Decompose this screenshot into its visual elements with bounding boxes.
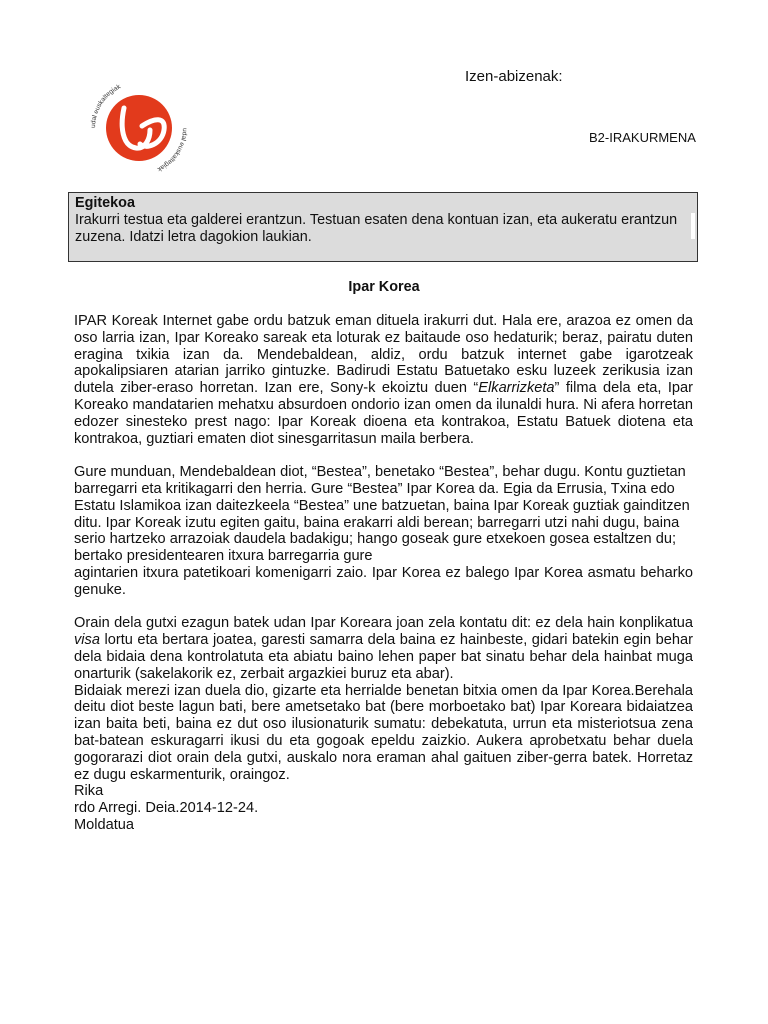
paragraph-2: Gure munduan, Mendebaldean diot, “Bestea”, benetako “Bestea”, behar dugu. Kontu guztietan barregarri eta kritikagarri den herria. Gure “Bestea” Ipar Korea da. Egia da Errusia, Txina edo Estatu Islamikoa izan daitezkeela “Bestea” une batzuetan, baina Ipar Koreak guztiak gainditzen ditu. Ipar Koreak izutu egiten gaitu, baina erakarri aldi berean; barregarri utzi nahi dugu, baina serio hartzeko arrazoiak daudela badakigu; hango goseak gure etxekoen gosea estaltzen du; bertako presidentearen itxura barregarria gure bbox=[74, 464, 690, 565]
task-text: Irakurri testua eta galderei erantzun. Testuan esaten dena kontuan izan, eta aukeratu erantzun zuzena. Idatzi letra dagokion laukian. bbox=[75, 212, 678, 245]
signature-source: rdo Arregi. Deia.2014-12-24. bbox=[74, 800, 259, 817]
task-box bbox=[68, 192, 698, 262]
task-title: Egitekoa bbox=[75, 195, 135, 211]
udal-euskaltegiak-logo bbox=[84, 78, 194, 178]
signature-author: Rika bbox=[74, 783, 104, 800]
paragraph-1: IPAR Koreak Internet gabe ordu batzuk eman dituela irakurri dut. Hala ere, arazoa ez omen da oso larria izan, Ipar Koreako sareak eta loturak ez baitaude oso hedaturik; beraz, pairatu duten eragina txikia izan da. Mendebaldean, aldiz, ordu batzuk internet gabe igarotzeak apokalipsiaren atarian jarriko gintuzke. Badirudi Estatu Batuetako esku luzeek zerikusia izan dutela ziber-eraso horretan. Izan ere, Sony-k ekoiztu duen “Elkarrizketa” filma dela eta, Ipar Koreako mandatarien mehatxu absurdoen ondorio izan omen da ilunaldi hura. Ni afera horretan edozer sinesteko prest nago: Ipar Koreak dioena eta kontrakoa, Estatu Batuek diotena eta kontrakoa, guztiari ematen diot sinesgarritasun maila berbera. bbox=[74, 313, 693, 447]
level-label: B2-IRAKURMENA bbox=[589, 130, 696, 145]
article-body bbox=[74, 313, 693, 834]
logo-text: udal euskaltegiak bbox=[89, 83, 122, 129]
logo-text-repeat: udal euskaltegiak bbox=[156, 127, 189, 173]
article-title: Ipar Korea bbox=[348, 279, 420, 295]
task-box-marker bbox=[691, 213, 695, 239]
paragraph-3: Orain dela gutxi ezagun batek udan Ipar Koreara joan zela kontatu dit: ez dela hain konplikatua visa lortu eta bertara joatea, garesti samarra dela baina ez hainbeste, gidari batekin egin behar dela bidaia dena kontrolatuta eta abiatu baino lehen paper bat sinatu behar dela hainbat muga onarturik (sakelakorik ez, zerbait argazkiei buruz eta abar). bbox=[74, 615, 693, 682]
signature-note: Moldatua bbox=[74, 816, 135, 833]
paragraph-2-cont: agintarien itxura patetikoari komenigarri zaio. Ipar Korea ez balego Ipar Korea asmatu beharko genuke. bbox=[74, 564, 693, 598]
paragraph-4: Bidaiak merezi izan duela dio, gizarte eta herrialde benetan bitxia omen da Ipar Korea.Berehala deitu diot beste lagun bati, bere ametsetako bat (bere morboetako bat) Ipar Koreara bidaiatzea izan baita beti, baina ez dut oso ilusionaturik sumatu: debekatuta, urrun eta misteriotsua zena bat-batean eskuragarri ikusi du eta gogoak epeldu zaizkio. Aukera aprobetxatu behar duela gogorarazi diot orain dela gutxi, auskalo nora eraman ahal gaituen ziber-gerra batek. Horretaz ez dugu eskarmenturik, oraingoz. bbox=[74, 682, 693, 783]
name-label: Izen-abizenak: bbox=[465, 68, 563, 85]
